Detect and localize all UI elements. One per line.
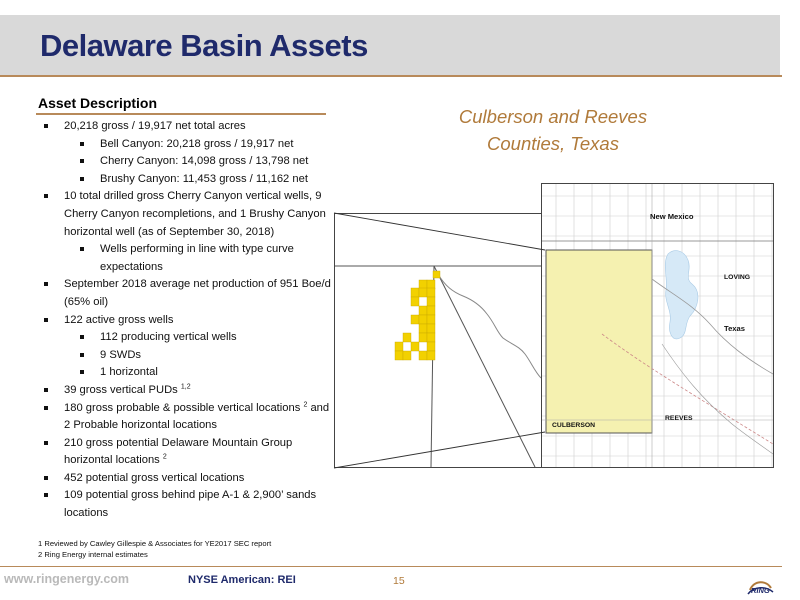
section-heading: Asset Description [38, 95, 158, 111]
bullet-item [44, 435, 334, 470]
footnote-reference: 2 [303, 400, 308, 408]
sub-bullet-item [44, 171, 334, 189]
acreage-block [427, 315, 435, 324]
footnote-reference: 2 [162, 453, 167, 461]
acreage-block [419, 306, 427, 315]
map-title-line1: Culberson and Reeves [458, 106, 648, 127]
bullet-item [44, 470, 334, 488]
sub-bullet-item [44, 347, 334, 365]
footnotes [38, 539, 271, 560]
acreage-block [411, 297, 419, 306]
footnote-reference: 1,2 [180, 383, 191, 391]
map-label-reeves: REEVES [665, 415, 693, 422]
bullet-text: 122 active gross wells [64, 313, 174, 326]
acreage-block [427, 280, 435, 289]
bullet-item [44, 276, 334, 311]
sub-bullet-item [44, 329, 334, 347]
highlighted-area [546, 250, 652, 433]
bullet-text: 1 horizontal [100, 366, 158, 379]
acreage-block [427, 306, 435, 315]
bullet-text: 109 potential gross behind pipe A-1 & 2,900’ sands locations [64, 489, 317, 520]
map-label-culberson: CULBERSON [552, 422, 596, 429]
bullet-text: Cherry Canyon: 14,098 gross / 13,798 net [100, 155, 309, 168]
bullet-text: 180 gross probable & possible vertical locations [64, 401, 301, 414]
bullet-item [44, 312, 334, 330]
acreage-block [433, 271, 440, 278]
footnote-2: 2 Ring Energy internal estimates [38, 549, 148, 559]
acreage-block [427, 351, 435, 360]
bullet-item [44, 188, 334, 241]
acreage-block [419, 324, 427, 333]
bullet-item [44, 382, 334, 400]
asset-bullet-list [44, 118, 334, 523]
map-label-new-mexico: New Mexico [650, 212, 694, 221]
map-title [418, 103, 688, 157]
bullet-item [44, 487, 334, 522]
bullet-text: September 2018 average net production of 951 Boe/d (65% oil) [64, 278, 331, 308]
bullet-text: 112 producing vertical wells [100, 331, 237, 344]
map-title-line2: Counties, Texas [487, 133, 619, 154]
footer-divider [0, 566, 782, 567]
bullet-text: 210 gross potential Delaware Mountain Group horizontal locations [64, 436, 293, 467]
bullet-text: 452 potential gross vertical locations [64, 471, 245, 484]
bullet-text: Bell Canyon: 20,218 gross / 19,917 net [100, 137, 294, 150]
acreage-block [419, 280, 427, 289]
bullet-text-continued: and 2 Probable horizontal locations [64, 401, 330, 432]
bullet-text: 10 total drilled gross Cherry Canyon vertical wells, 9 Cherry Canyon recompletions, and 1 Brushy Canyon horizontal well (as of September 30, 2018) [64, 190, 326, 238]
acreage-block [403, 333, 411, 342]
ring-logo-text: RING [751, 586, 770, 595]
footer-ticker: NYSE American: REI [188, 574, 296, 586]
acreage-block [427, 342, 435, 351]
acreage-block [427, 297, 435, 306]
bullet-item [44, 400, 334, 435]
acreage-block [411, 288, 419, 297]
acreage-blocks [395, 271, 440, 360]
acreage-block [427, 288, 435, 297]
acreage-block [411, 342, 419, 351]
bullet-text: Brushy Canyon: 11,453 gross / 11,162 net [100, 172, 308, 185]
footnote-1: 1 Reviewed by Cawley Gillespie & Associates for YE2017 SEC report [38, 539, 272, 548]
acreage-block [403, 351, 411, 360]
sub-bullet-item [44, 364, 334, 382]
bullet-text: 9 SWDs [100, 348, 142, 361]
page-number: 15 [393, 575, 405, 587]
acreage-block [427, 324, 435, 333]
acreage-block [411, 315, 419, 324]
acreage-block [419, 315, 427, 324]
reservoir [665, 251, 698, 339]
sub-bullet-item [44, 241, 334, 276]
acreage-block [427, 333, 435, 342]
bullet-item [44, 118, 334, 136]
acreage-block [419, 333, 427, 342]
county-map [541, 183, 774, 468]
acreage-detail-svg [335, 214, 541, 467]
acreage-detail-map [334, 213, 542, 468]
title-divider [0, 75, 782, 77]
acreage-block [395, 351, 403, 360]
acreage-block [419, 288, 427, 297]
page-title: Delaware Basin Assets [40, 28, 368, 63]
sub-bullet-item [44, 153, 334, 171]
acreage-block [395, 342, 403, 351]
bullet-text: 20,218 gross / 19,917 net total acres [64, 120, 246, 132]
footer-website-link[interactable]: www.ringenergy.com [4, 572, 130, 586]
bullet-text: 39 gross vertical PUDs [64, 383, 178, 396]
bullet-text: Wells performing in line with type curve expectations [100, 243, 294, 273]
map-label-loving: LOVING [724, 274, 751, 281]
sub-bullet-item [44, 136, 334, 154]
section-divider [36, 113, 326, 115]
acreage-block [419, 351, 427, 360]
map-label-texas: Texas [724, 324, 745, 333]
